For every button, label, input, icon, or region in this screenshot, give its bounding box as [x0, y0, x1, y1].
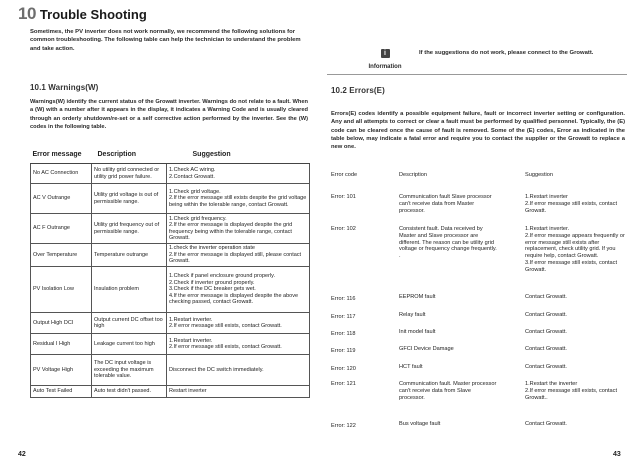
- errors-heading: 10.2 Errors(E): [331, 86, 385, 95]
- intro-paragraph: Sometimes, the PV inverter does not work normally, we recommend the following solutions for common troubleshooting. The following table can help the technician to understand the problem and take action.: [30, 29, 301, 52]
- description-cell: Utility grid frequency out of permissible range.: [92, 214, 167, 244]
- description-cell: Communication fault. Master processor can't receive data from Slave processor.: [399, 381, 497, 401]
- table-row: [31, 267, 310, 313]
- suggestion-cell: 1.Restart inverter. 2.If error message still exists, contact Growatt.: [167, 313, 310, 334]
- header-suggestion: Suggestion: [167, 148, 310, 164]
- description-cell: Bus voltage fault: [399, 421, 441, 427]
- error-code-cell: Error: 118: [331, 331, 356, 337]
- description-cell: Relay fault: [399, 312, 426, 318]
- information-label: Information: [368, 64, 402, 70]
- table-row: [31, 313, 310, 334]
- suggestion-cell: Disconnect the DC switch immediately.: [167, 355, 310, 386]
- error-code-cell: Error: 121: [331, 381, 356, 387]
- errors-paragraph: Errors(E) codes identify a possible equipment failure, fault or incorrect inverter setting or configuration. Any and all attempts to correct or clear a fault must be performed by qualified personnel. Typically, the (E) code can be cleared once the cause of fault is removed. Some of the (E) codes, Error as indicated in the table below, may indicate a fatal error and require you to contact the supplier or the Growatt to replace a new one.: [331, 111, 625, 151]
- error-message-cell: AC V Outrange: [31, 184, 92, 214]
- description-cell: Utility grid voltage is out of permissible range.: [92, 184, 167, 214]
- description-cell: Leakage current too high: [92, 334, 167, 355]
- suggestion-cell: Contact Growatt.: [525, 329, 567, 335]
- warnings-table-header: [31, 148, 310, 164]
- information-text: If the suggestions do not work, please connect to the Growatt.: [419, 50, 594, 56]
- table-row: [31, 244, 310, 267]
- description-cell: Consistent fault. Data received by Master and Slave processor are different. The reason can be utility grid voltage or frequency change frequently. .: [399, 226, 497, 260]
- divider: [327, 74, 627, 75]
- error-message-cell: No AC Connection: [31, 164, 92, 184]
- description-cell: HCT fault: [399, 364, 423, 370]
- description-cell: Insulation problem: [92, 267, 167, 313]
- suggestion-cell: 1.Check if panel enclosure ground properly. 2.Check if inverter ground properly. 3.Check if the DC breaker gets wet. 4.If the error message is displayed despite the above checking passed, contact Growatt.: [167, 267, 310, 313]
- chapter-heading: [18, 4, 147, 24]
- chapter-number: 10: [18, 4, 36, 23]
- description-cell: No utility grid connected or utility grid power failure.: [92, 164, 167, 184]
- suggestion-cell: 1.Check AC wiring. 2.Contact Growatt.: [167, 164, 310, 184]
- suggestion-cell: 1.Restart inverter. 2.If error message appears frequently or error message still exists after replacement, check utility grid. If you require help, contact Growatt. 3.If error message still exists, contact Growatt.: [525, 226, 625, 273]
- table-row: [31, 164, 310, 184]
- header-error-code: Error code: [331, 172, 358, 178]
- description-cell: Output current DC offset too high: [92, 313, 167, 334]
- error-message-cell: PV Isolation Low: [31, 267, 92, 313]
- suggestion-cell: 1.Restart the inverter 2.If error message still exists, contact Growatt..: [525, 381, 618, 401]
- suggestion-cell: Contact Growatt.: [525, 312, 567, 318]
- chapter-title: Trouble Shooting: [39, 7, 147, 22]
- suggestion-cell: 1.Check grid frequency. 2.If the error message is displayed despite the grid frequency being within the tolerable range, contact Growatt.: [167, 214, 310, 244]
- error-message-cell: AC F Outrange: [31, 214, 92, 244]
- table-row: [31, 214, 310, 244]
- suggestion-cell: 1.Check grid voltage. 2.If the error message still exists despite the grid voltage being within the tolerable range, contact Growatt.: [167, 184, 310, 214]
- error-code-cell: Error: 119: [331, 348, 356, 354]
- suggestion-cell: Contact Growatt.: [525, 294, 567, 300]
- suggestion-cell: 1.Restart inverter 2.If error message still exists, contact Growatt.: [525, 194, 618, 214]
- header-description: Description: [92, 148, 167, 164]
- suggestion-cell: Contact Growatt.: [525, 364, 567, 370]
- error-code-cell: Error: 102: [331, 226, 356, 232]
- warnings-heading: 10.1 Warnings(W): [30, 83, 99, 92]
- page-number: 43: [613, 451, 621, 458]
- description-cell: Communication fault Slave processor can't receive data from Master processor.: [399, 194, 492, 214]
- error-code-cell: Error: 120: [331, 366, 356, 372]
- description-cell: EEPROM fault: [399, 294, 436, 300]
- suggestion-cell: 1.Restart inverter. 2.If error message still exists, contact Growatt.: [167, 334, 310, 355]
- information-callout: [360, 42, 410, 76]
- table-row: [31, 355, 310, 386]
- table-row: [31, 386, 310, 398]
- information-icon: i: [381, 49, 390, 58]
- description-cell: Temperature outrange: [92, 244, 167, 267]
- suggestion-cell: Contact Growatt.: [525, 346, 567, 352]
- description-cell: Auto test didn't passed.: [92, 386, 167, 398]
- description-cell: Init model fault: [399, 329, 436, 335]
- error-code-cell: Error: 117: [331, 314, 356, 320]
- error-message-cell: Output High DCI: [31, 313, 92, 334]
- error-message-cell: Auto Test Failed: [31, 386, 92, 398]
- error-code-cell: Error: 122: [331, 423, 356, 429]
- table-row: [31, 184, 310, 214]
- error-code-cell: Error: 101: [331, 194, 356, 200]
- page-43: [319, 0, 638, 471]
- description-cell: The DC input voltage is exceeding the maximum tolerable value.: [92, 355, 167, 386]
- page-number: 42: [18, 451, 26, 458]
- suggestion-cell: 1.check the inverter operation state 2.If the error message is displayed still, please contact Growatt.: [167, 244, 310, 267]
- suggestion-cell: Restart inverter: [167, 386, 310, 398]
- warnings-paragraph: Warnings(W) identify the current status of the Growatt inverter. Warnings do not relate to a fault. When a (W) with a number after it appears in the display, it indicates a Warning Code and is usually cleared through an orderly shutdown/re-set or a self corrective action performed by the inverter. See the (W) codes in the following table.: [30, 99, 308, 130]
- table-row: [31, 334, 310, 355]
- error-message-cell: Over Temperature: [31, 244, 92, 267]
- header-description: Description: [399, 172, 427, 178]
- error-message-cell: PV Voltage High: [31, 355, 92, 386]
- header-error-message: Error message: [31, 148, 92, 164]
- description-cell: GFCI Device Damage: [399, 346, 454, 352]
- error-message-cell: Residual I High: [31, 334, 92, 355]
- header-suggestion: Suggestion: [525, 172, 553, 178]
- error-code-cell: Error: 116: [331, 296, 356, 302]
- suggestion-cell: Contact Growatt.: [525, 421, 567, 427]
- warnings-table: [30, 148, 310, 398]
